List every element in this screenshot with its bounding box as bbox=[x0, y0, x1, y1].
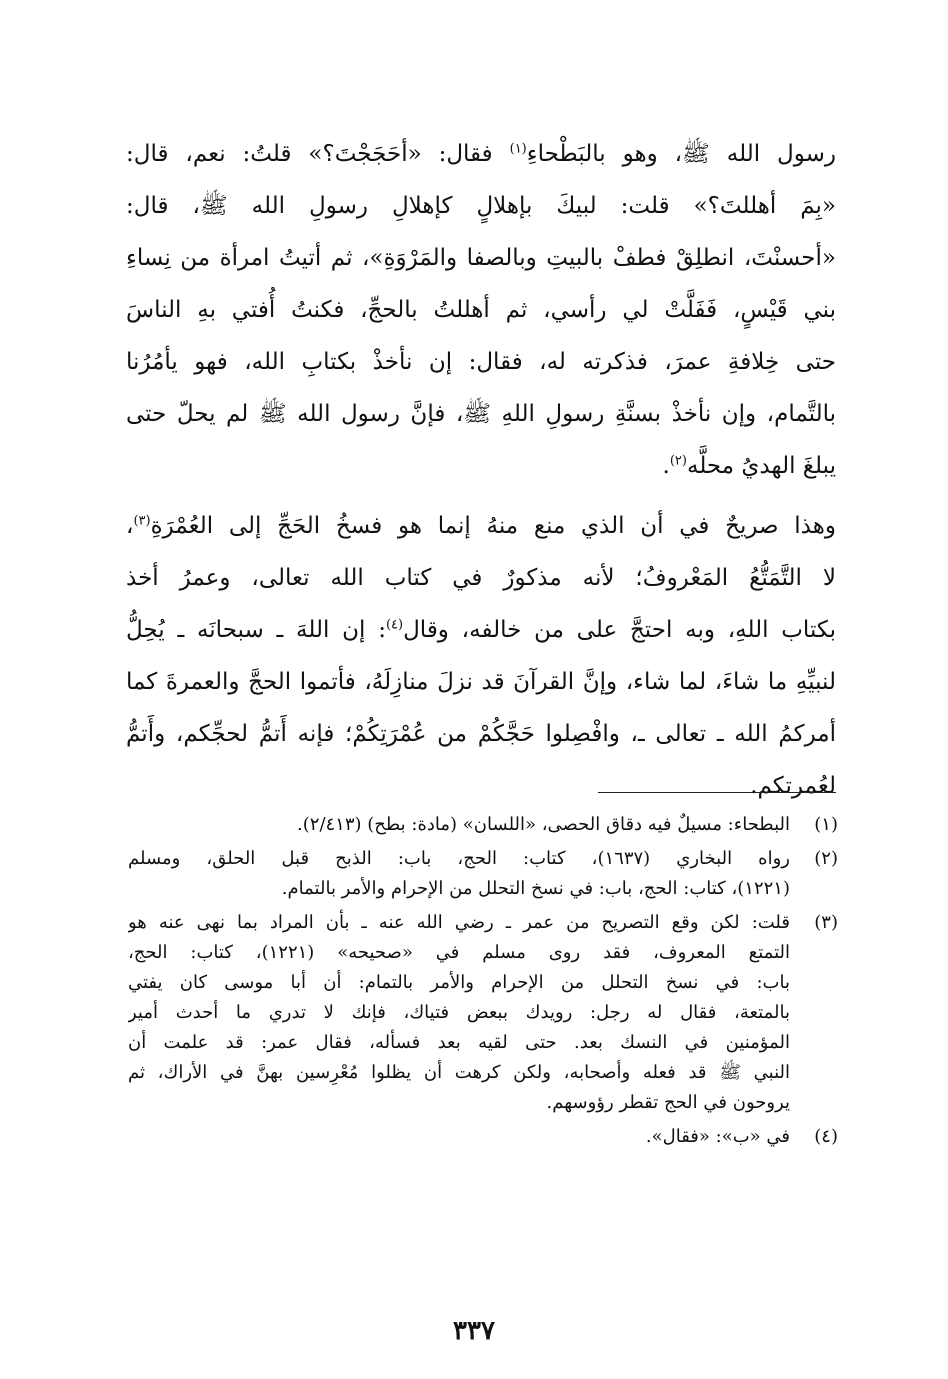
footnote-line: (١٢٢١)، كتاب: الحج، باب: في نسخ التحلل من الإحرام والأمر بالتمام. bbox=[281, 878, 790, 899]
text-line: أمركمُ الله ـ تعالى ـ، وافْصِلوا حَجَّكُمْ من عُمْرَتِكُمْ؛ فإنه أَتمُّ لحجِّكم، وأَتمُّ bbox=[126, 721, 836, 747]
main-text bbox=[126, 128, 836, 820]
footnote-ref[interactable]: (١) bbox=[509, 141, 527, 157]
page-number: ٣٣٧ bbox=[453, 1316, 495, 1346]
text-line: وهذا صريحٌ في أن الذي منع منهُ إنما هو فسخُ الحَجِّ إلى العُمْرَةِ$^{(٣)}$، bbox=[126, 513, 836, 539]
footnotes bbox=[128, 810, 838, 1156]
footnote-number: (١) bbox=[814, 814, 838, 835]
text-line: لعُمرتكم. bbox=[750, 773, 836, 799]
footnote-number: (٢) bbox=[814, 848, 838, 869]
footnote-ref[interactable]: (٤) bbox=[385, 617, 404, 633]
text-line: «أحسنْتَ، انطلِقْ فطفْ بالبيتِ وبالصفا والمَرْوَةِ»، ثم أتيتُ امرأة من نِساءِ bbox=[126, 245, 836, 271]
footnote-ref[interactable]: (٣) bbox=[133, 513, 151, 529]
footnote-divider bbox=[598, 792, 836, 793]
footnote-1 bbox=[128, 810, 838, 840]
paragraph-hadith bbox=[126, 128, 836, 492]
footnote-2 bbox=[128, 844, 838, 904]
footnote-4 bbox=[128, 1122, 838, 1152]
text-line: «بِمَ أهللتَ؟» قلت: لبيكَ بإهلالٍ كإهلالِ رسولِ الله ﷺ، قال: bbox=[126, 193, 836, 219]
footnote-line: يروحون في الحج تقطر رؤوسهم. bbox=[546, 1092, 790, 1113]
text-line: بكتاب اللهِ، وبه احتجَّ على من خالفه، وقال$^{(٤)}$: إن اللهَ ـ سبحانَه ـ يُحِلُّ bbox=[126, 617, 836, 643]
footnote-3 bbox=[128, 908, 838, 1118]
footnote-line: في «ب»: «فقال». bbox=[645, 1126, 790, 1147]
footnote-line: رواه البخاري (١٦٣٧)، كتاب: الحج، باب: الذبح قبل الحلق، ومسلم bbox=[128, 848, 790, 869]
footnote-number: (٣) bbox=[814, 912, 838, 933]
paragraph-commentary bbox=[126, 500, 836, 812]
footnote-line: باب: في نسخ التحلل من الإحرام والأمر بالتمام: أن أبا موسى كان يفتي bbox=[128, 972, 790, 993]
footnote-line: النبي ﷺ قد فعله وأصحابه، ولكن كرهت أن يظلوا مُعْرِسين بهنَّ في الأراك، ثم bbox=[128, 1062, 790, 1083]
footnote-line: التمتع المعروف، فقد روى مسلم في «صحيحه» (١٢٢١)، كتاب: الحج، bbox=[128, 942, 790, 963]
footnote-line: قلت: لكن وقع التصريح من عمر ـ رضي الله عنه ـ بأن المراد بما نهى عنه هو bbox=[128, 912, 790, 933]
text-line: لنبيِّهِ ما شاءَ، لما شاء، وإنَّ القرآنَ قد نزلَ منازِلَهُ، فأتموا الحجَّ والعمرةَ كما bbox=[126, 669, 836, 695]
text-line: بني قَيْسٍ، فَفَلَّتْ لي رأسي، ثم أهللتُ بالحجِّ، فكنتُ أُفتي بهِ الناسَ bbox=[126, 297, 836, 323]
text-line: لا التَّمَتُّعُ المَعْروفُ؛ لأنه مذكورٌ في كتاب الله تعالى، وعمرُ أخذ bbox=[126, 565, 836, 591]
footnote-number: (٤) bbox=[814, 1126, 838, 1147]
text-line: بالتَّمام، وإن نأخذْ بسنَّةِ رسولِ اللهِ ﷺ، فإنَّ رسول الله ﷺ لم يحلّ حتى bbox=[126, 401, 836, 427]
footnote-line: بالمتعة، فقال له رجل: رويدك ببعض فتياك، فإنك لا تدري ما أحدث أمير bbox=[128, 1002, 790, 1023]
text-line: يبلغَ الهديُ محلَّه$^{(٢)}$. bbox=[662, 453, 836, 479]
text-line: حتى خِلافةِ عمرَ، فذكرته له، فقال: إن نأخذْ بكتابِ الله، فهو يأمُرُنا bbox=[126, 349, 836, 375]
text-line: رسول الله ﷺ، وهو بالبَطْحاءِ$^{(١)}$ فقال: «أحَجَجْتَ؟» قلتُ: نعم، قال: bbox=[126, 141, 836, 167]
footnote-ref[interactable]: (٢) bbox=[669, 453, 687, 469]
footnote-line: المؤمنين في النسك بعد. حتى لقيه بعد فسأله، فقال عمر: قد علمت أن bbox=[128, 1032, 790, 1053]
footnote-line: البطحاء: مسيلٌ فيه دقاق الحصى، «اللسان» (مادة: بطح) (٢/٤١٣). bbox=[297, 814, 790, 835]
